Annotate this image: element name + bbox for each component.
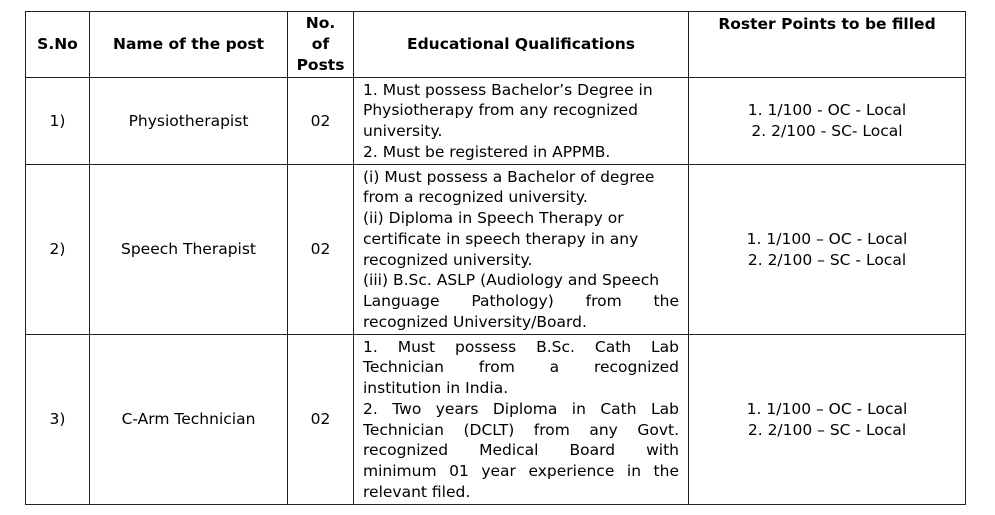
qualification-line: 2. Must be registered in APPMB.	[363, 142, 611, 161]
qualification-line: (i) Must possess a Bachelor of degree	[363, 167, 655, 186]
row-roster	[689, 78, 966, 165]
qualification-line: recognized university.	[363, 250, 533, 269]
row-posts-count: 02	[288, 165, 354, 335]
qualification-line: university.	[363, 122, 443, 140]
roster-line: 2. 2/100 - SC- Local	[751, 122, 903, 140]
qualification-line: Language Pathology) from the	[363, 291, 679, 310]
header-posts-line: of	[311, 35, 330, 54]
row-sno: 1)	[26, 78, 90, 165]
header-name: Name of the post	[90, 12, 288, 78]
row-posts-count: 02	[288, 335, 354, 505]
header-posts-line: No.	[305, 14, 336, 33]
qualification-line: recognized University/Board.	[363, 312, 587, 331]
row-posts-count: 02	[288, 78, 354, 165]
row-roster	[689, 165, 966, 335]
qualification-line: from a recognized university.	[363, 188, 588, 207]
row-sno: 3)	[26, 335, 90, 505]
posts-table	[25, 11, 966, 505]
table-row	[26, 78, 966, 165]
roster-line: 1. 1/100 - OC - Local	[747, 101, 907, 120]
row-qualifications	[354, 78, 689, 165]
row-sno: 2)	[26, 165, 90, 335]
qualification-line: Physiotherapy from any recognized	[363, 101, 638, 120]
row-post-name: C-Arm Technician	[90, 335, 288, 505]
qualification-line: certificate in speech therapy in any	[363, 229, 639, 248]
header-row	[26, 12, 966, 78]
posts-table-wrapper	[25, 11, 966, 505]
header-posts-line: Posts	[296, 55, 345, 74]
table-row	[26, 165, 966, 335]
header-roster: Roster Points to be filled	[689, 12, 966, 78]
qualification-line: 1. Must possess Bachelor’s Degree in	[363, 80, 653, 99]
qualification-line: 2. Two years Diploma in Cath Lab	[363, 399, 679, 418]
row-qualifications	[354, 335, 689, 505]
roster-line: 2. 2/100 – SC - Local	[747, 420, 907, 439]
row-post-name: Speech Therapist	[90, 165, 288, 335]
qualification-line: (ii) Diploma in Speech Therapy or	[363, 209, 624, 228]
qualification-line: relevant filed.	[363, 482, 471, 501]
qualification-line: Technician from a recognized	[363, 358, 679, 377]
roster-line: 1. 1/100 – OC - Local	[746, 229, 908, 248]
table-row	[26, 335, 966, 505]
qualification-line: Technician (DCLT) from any Govt.	[363, 420, 679, 439]
row-qualifications	[354, 165, 689, 335]
qualification-line: institution in India.	[363, 379, 509, 398]
header-posts	[288, 12, 354, 78]
qualification-line: minimum 01 year experience in the	[363, 461, 679, 480]
row-roster	[689, 335, 966, 505]
qualification-line: recognized Medical Board with	[363, 441, 679, 460]
header-edu: Educational Qualifications	[354, 12, 689, 78]
qualification-line: 1. Must possess B.Sc. Cath Lab	[363, 337, 679, 356]
header-sno: S.No	[26, 12, 90, 78]
roster-line: 1. 1/100 – OC - Local	[746, 399, 908, 418]
row-post-name: Physiotherapist	[90, 78, 288, 165]
roster-line: 2. 2/100 – SC - Local	[747, 250, 907, 269]
qualification-line: (iii) B.Sc. ASLP (Audiology and Speech	[363, 271, 660, 290]
